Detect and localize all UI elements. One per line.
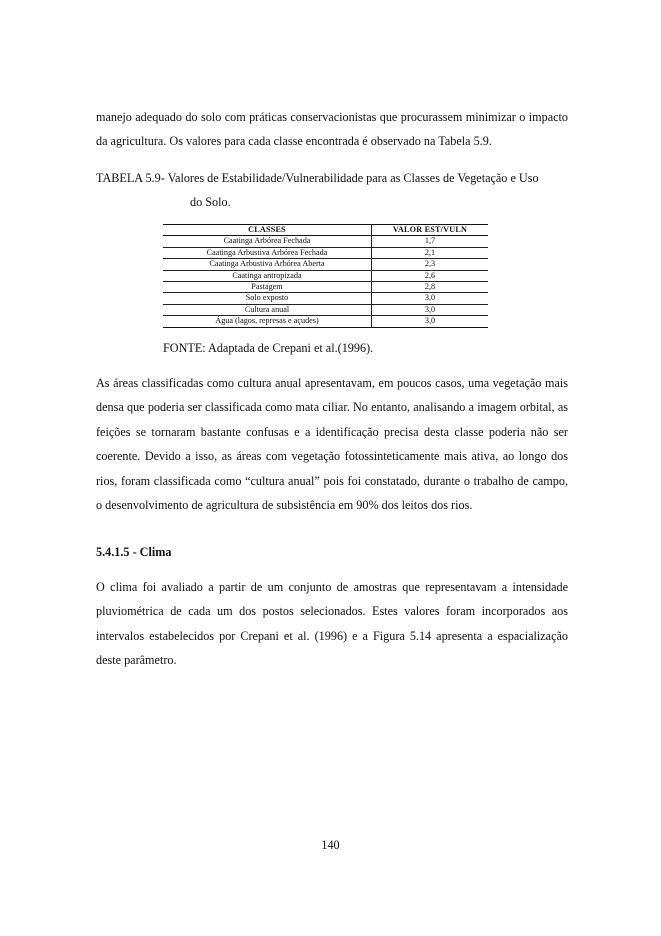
table-cell-class: Pastagem <box>163 281 372 292</box>
table-source: FONTE: Adaptada de Crepani et al.(1996). <box>163 341 374 355</box>
table-cell-value: 2,8 <box>372 281 489 292</box>
table-cell-value: 2,6 <box>372 270 489 281</box>
table-row <box>163 259 488 270</box>
table-caption-line1: TABELA 5.9- Valores de Estabilidade/Vulnerabilidade para as Classes de Vegetação e Uso <box>96 171 539 185</box>
table-row <box>163 247 488 258</box>
table-header-row <box>163 225 488 236</box>
table-cell-value: 3,0 <box>372 304 489 315</box>
table-row <box>163 304 488 315</box>
table-row <box>163 270 488 281</box>
paragraph-cultura: As áreas classificadas como cultura anual apresentavam, em poucos casos, uma vegetação mais densa que poderia ser classificada como mata ciliar. No entanto, analisando a imagem orbital, as feições se tornaram bastante confusas e a identificação precisa desta classe poderia não ser coerente. Devido a isso, as áreas com vegetação fotossinteticamente mais ativa, ao longo dos rios, foram classificada como “cultura anual” pois foi constatado, durante o trabalho de campo, o desenvolvimento de agricultura de subsistência em 90% dos leitos dos rios. <box>96 376 568 513</box>
column-header-value: VALOR EST/VULN <box>372 225 489 236</box>
table-row <box>163 293 488 304</box>
table-cell-value: 2,1 <box>372 247 489 258</box>
table-caption <box>96 166 568 214</box>
table-cell-value: 3,0 <box>372 316 489 327</box>
table-cell-class: Solo exposto <box>163 293 372 304</box>
table-row <box>163 236 488 247</box>
column-header-classes: CLASSES <box>163 225 372 236</box>
table-caption-line2: do Solo. <box>190 195 231 209</box>
paragraph-intro: manejo adequado do solo com práticas conservacionistas que procurassem minimizar o impacto da agricultura. Os valores para cada classe encontrada é observado na Tabela 5.9. <box>96 110 568 149</box>
section-heading: 5.4.1.5 - Clima <box>96 545 172 559</box>
table-cell-class: Caatinga Arbórea Fechada <box>163 236 372 247</box>
stability-table <box>163 224 488 328</box>
table-cell-class: Caatinga Arbustiva Arbórea Fechada <box>163 247 372 258</box>
table-cell-class: Água (lagos, represas e açudes) <box>163 316 372 327</box>
page-number: 140 <box>321 838 340 852</box>
table-cell-value: 3,0 <box>372 293 489 304</box>
table-cell-class: Cultura anual <box>163 304 372 315</box>
table-cell-class: Caatinga Arbustiva Arbórea Aberta <box>163 259 372 270</box>
table-cell-value: 1,7 <box>372 236 489 247</box>
paragraph-clima: O clima foi avaliado a partir de um conjunto de amostras que representavam a intensidade pluviométrica de cada um dos postos selecionados. Estes valores foram incorporados aos intervalos estabelecidos por Crepani et al. (1996) e a Figura 5.14 apresenta a espacialização deste parâmetro. <box>96 580 568 668</box>
table-row <box>163 281 488 292</box>
table-cell-class: Caatinga antropizada <box>163 270 372 281</box>
table-cell-value: 2,3 <box>372 259 489 270</box>
table-row <box>163 316 488 327</box>
